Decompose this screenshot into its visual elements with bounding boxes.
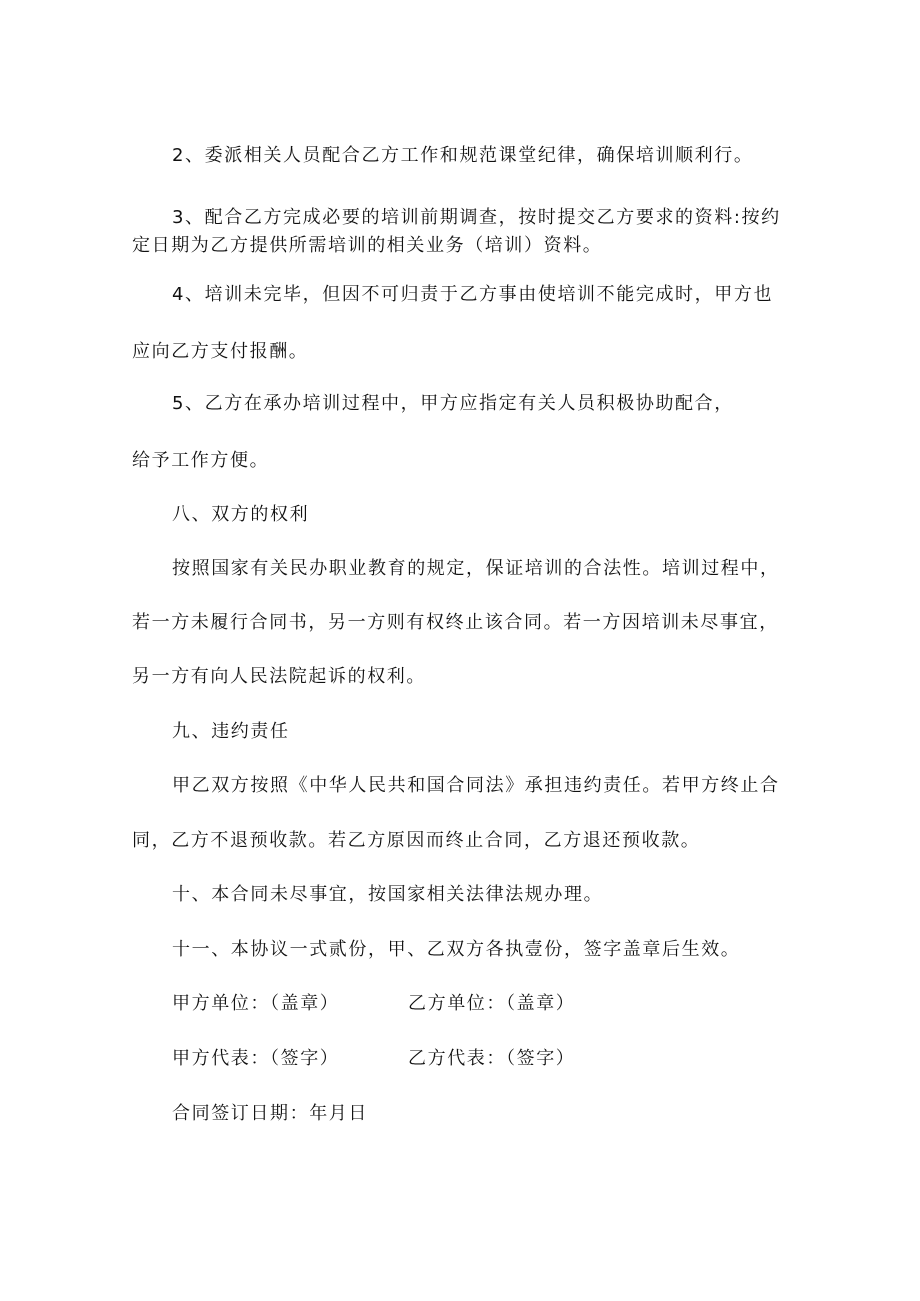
party-a-rep-label: 甲方代表：（签字） [172,1048,340,1069]
section-9-line-2: 同，乙方不退预收款。若乙方原因而终止合同，乙方退还预收款。 [132,830,701,851]
clause-item-5-line-2: 给予工作方便。 [132,450,270,471]
section-11: 十一、本协议一式贰份，甲、乙双方各执壹份，签字盖章后生效。 [172,939,741,960]
party-a-unit-label: 甲方单位：（盖章） [172,993,340,1014]
section-8-line-2: 若一方未履行合同书，另一方则有权终止该合同。若一方因培训未尽事宜， [132,612,779,633]
section-9-line-1: 甲乙双方按照《中华人民共和国合同法》承担违约责任。若甲方终止合 [172,775,780,796]
party-b-rep-label: 乙方代表：（签字） [408,1048,576,1069]
clause-item-3-line-2: 定日期为乙方提供所需培训的相关业务（培训）资料。 [132,235,603,256]
clause-item-4-line-1: 4、培训未完毕，但因不可归责于乙方事由使培训不能完成时，甲方也 [172,284,774,305]
section-9-heading: 九、违约责任 [172,721,290,742]
party-b-unit-label: 乙方单位：（盖章） [408,993,576,1014]
clause-item-3-line-1: 3、配合乙方完成必要的培训前期调查，按时提交乙方要求的资料:按约 [172,207,781,228]
section-8-heading: 八、双方的权利 [172,504,310,525]
section-10: 十、本合同未尽事宜，按国家相关法律法规办理。 [172,884,604,905]
clause-item-5-line-1: 5、乙方在承办培训过程中，甲方应指定有关人员积极协助配合， [172,393,734,414]
clause-item-2: 2、委派相关人员配合乙方工作和规范课堂纪律，确保培训顺利行。 [172,145,754,166]
section-8-line-1: 按照国家有关民办职业教育的规定，保证培训的合法性。培训过程中， [172,558,780,579]
section-8-line-3: 另一方有向人民法院起诉的权利。 [132,666,426,687]
clause-item-4-line-2: 应向乙方支付报酬。 [132,341,309,362]
sign-date-label: 合同签订日期：年月日 [172,1103,368,1124]
